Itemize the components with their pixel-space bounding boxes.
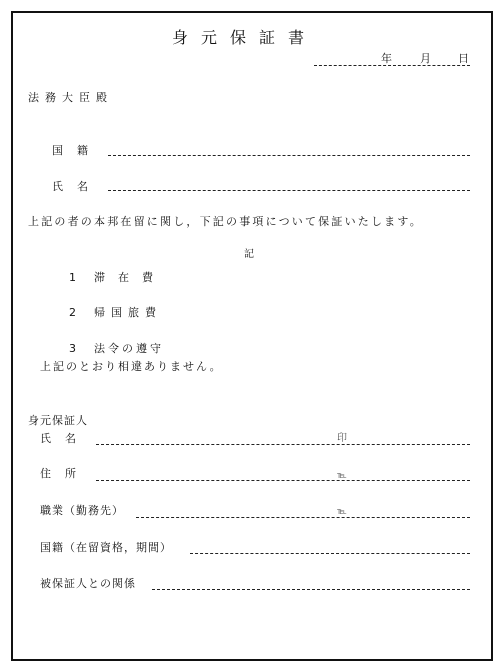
guarantor-nationality-label: 国籍（在留資格，期間） — [40, 541, 172, 554]
addressee: 法務大臣殿 — [28, 91, 113, 104]
date-line — [314, 65, 470, 66]
date-day: 日 — [458, 52, 469, 65]
guarantor-seal-mark: 印 — [337, 433, 347, 444]
guarantor-relation-field[interactable] — [152, 589, 470, 590]
item-2-number: 2 — [69, 306, 76, 319]
date-year: 年 — [381, 52, 392, 65]
document-frame — [11, 11, 493, 661]
guarantor-heading: 身元保証人 — [28, 414, 88, 427]
date-month: 月 — [420, 52, 431, 65]
document-title: 身元保証書 — [172, 28, 318, 47]
applicant-nationality-label: 国籍 — [52, 144, 102, 157]
ki-heading: 記 — [244, 249, 254, 260]
guarantor-occupation-tel-mark: ℡ — [337, 507, 347, 517]
item-1-number: 1 — [69, 271, 76, 284]
guarantor-occupation-field[interactable] — [136, 517, 470, 518]
statement-text: 上記の者の本邦在留に関し，下記の事項について保証いたします。 — [28, 215, 423, 228]
applicant-name-label: 氏名 — [52, 180, 102, 193]
closing-text: 上記のとおり相違ありません。 — [40, 360, 223, 373]
item-3-label: 法令の遵守 — [94, 342, 164, 355]
guarantor-address-tel-mark: ℡ — [337, 471, 347, 481]
guarantor-name-field[interactable] — [96, 444, 470, 445]
item-2-label: 帰国旅費 — [94, 306, 162, 319]
guarantor-address-label: 住所 — [40, 467, 90, 480]
guarantor-name-label: 氏名 — [40, 432, 90, 445]
applicant-name-field[interactable] — [108, 190, 470, 191]
guarantor-nationality-field[interactable] — [190, 553, 470, 554]
item-3-number: 3 — [69, 342, 76, 355]
guarantor-occupation-label: 職業（勤務先） — [40, 504, 124, 517]
item-1-label: 滞在費 — [94, 271, 166, 284]
guarantor-address-field[interactable] — [96, 480, 470, 481]
guarantor-relation-label: 被保証人との関係 — [40, 577, 136, 590]
applicant-nationality-field[interactable] — [108, 155, 470, 156]
